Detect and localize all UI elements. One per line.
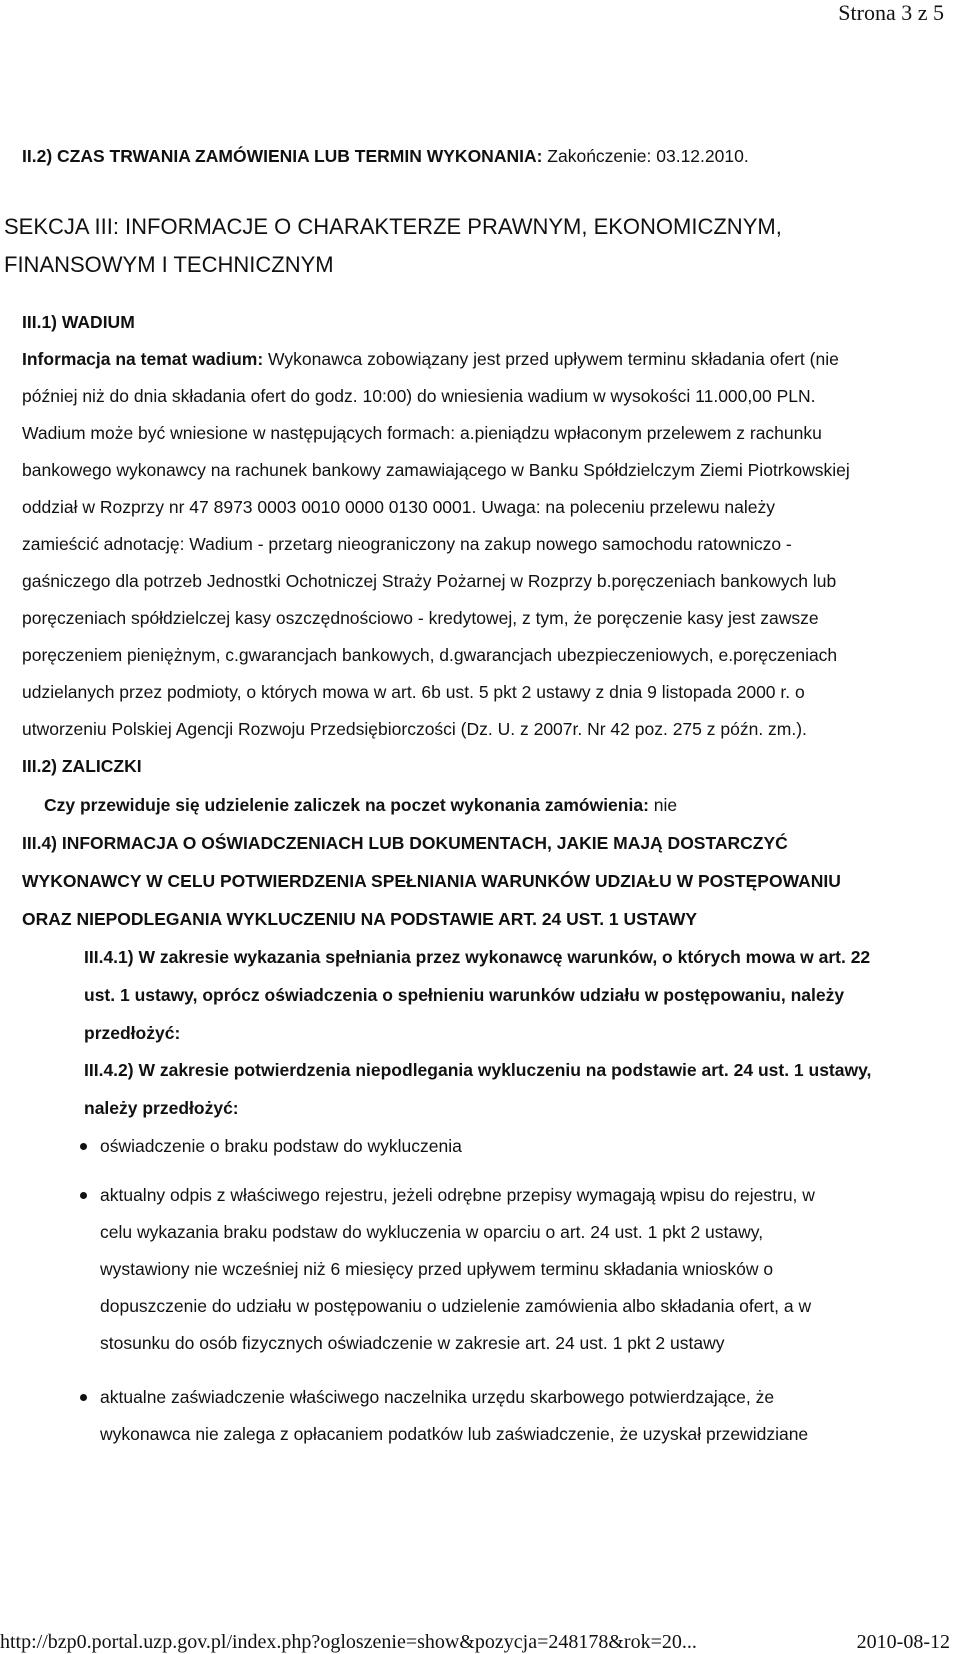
- s34-heading-line-0: III.4) INFORMACJA O OŚWIADCZENIACH LUB DOKUMENTACH, JAKIE MAJĄ DOSTARCZYĆ: [22, 833, 788, 853]
- bullet-2-line-4: stosunku do osób fizycznych oświadczenie w zakresie art. 24 ust. 1 pkt 2 ustawy: [100, 1333, 725, 1353]
- bullet-dot: [80, 1143, 87, 1150]
- s341-line-2: przedłożyć:: [84, 1023, 181, 1043]
- bullet-dot: [80, 1192, 87, 1199]
- zaliczki-question-line: [44, 794, 677, 816]
- section-iii-title-line1: SEKCJA III: INFORMACJE O CHARAKTERZE PRAWNYM, EKONOMICZNYM,: [4, 214, 782, 239]
- bullet-3-line-1: wykonawca nie zalega z opłacaniem podatków lub zaświadczenie, że uzyskał przewidziane: [100, 1424, 809, 1444]
- footer-date: 2010-08-12: [856, 1631, 950, 1653]
- s34-heading-line-2: ORAZ NIEPODLEGANIA WYKLUCZENIU NA PODSTAWIE ART. 24 UST. 1 USTAWY: [22, 909, 698, 929]
- bullet-2-line-1: celu wykazania braku podstaw do wykluczenia w oparciu o art. 24 ust. 1 pkt 2 ustawy,: [100, 1222, 764, 1242]
- section-iii-title-line2: FINANSOWYM I TECHNICZNYM: [4, 252, 334, 277]
- s342-line-0: III.4.2) W zakresie potwierdzenia niepodlegania wykluczeniu na podstawie art. 24 ust. 1 ustawy,: [84, 1060, 872, 1080]
- s34-heading-line-1: WYKONAWCY W CELU POTWIERDZENIA SPEŁNIANIA WARUNKÓW UDZIAŁU W POSTĘPOWANIU: [22, 871, 841, 891]
- bullet-3-line-0: aktualne zaświadczenie właściwego naczelnika urzędu skarbowego potwierdzające, że: [100, 1387, 775, 1407]
- section-ii2-label: II.2) CZAS TRWANIA ZAMÓWIENIA LUB TERMIN WYKONANIA:: [22, 146, 543, 166]
- wadium-line-7: poręczeniach spółdzielczej kasy oszczędnościowo - kredytowej, z tym, że poręczenie kasy jest zawsze: [22, 608, 819, 628]
- wadium-text-0: Wykonawca zobowiązany jest przed upływem terminu składania ofert (nie: [263, 349, 839, 369]
- wadium-line-1: później niż do dnia składania ofert do godz. 10:00) do wniesienia wadium w wysokości 11.000,00 PLN.: [22, 386, 816, 406]
- s341-line-0: III.4.1) W zakresie wykazania spełniania przez wykonawcę warunków, o których mowa w art. 22: [84, 947, 871, 967]
- s342-line-1: należy przedłożyć:: [84, 1098, 239, 1118]
- section-ii2-line: [22, 145, 749, 167]
- wadium-line-0: [22, 348, 839, 370]
- section-ii2-value: Zakończenie: 03.12.2010.: [542, 146, 749, 166]
- s341-line-1: ust. 1 ustawy, oprócz oświadczenia o spełnieniu warunków udziału w postępowaniu, należy: [84, 985, 845, 1005]
- zaliczki-question: Czy przewiduje się udzielenie zaliczek na poczet wykonania zamówienia:: [44, 795, 649, 815]
- bullet-2-line-0: aktualny odpis z właściwego rejestru, jeżeli odrębne przepisy wymagają wpisu do rejestru, w: [100, 1185, 815, 1205]
- bullet-2-line-3: dopuszczenie do udziału w postępowaniu o udzielenie zamówienia albo składania ofert, a w: [100, 1296, 812, 1316]
- page-number-header: Strona 3 z 5: [838, 0, 944, 25]
- wadium-heading: III.1) WADIUM: [22, 312, 135, 332]
- zaliczki-heading: III.2) ZALICZKI: [22, 756, 142, 776]
- wadium-line-2: Wadium może być wniesione w następujących formach: a.pieniądzu wpłaconym przelewem z rachunku: [22, 423, 822, 443]
- wadium-label: Informacja na temat wadium:: [22, 349, 264, 369]
- wadium-line-9: udzielanych przez podmioty, o których mowa w art. 6b ust. 5 pkt 2 ustawy z dnia 9 listopada 2000 r. o: [22, 682, 805, 702]
- wadium-line-6: gaśniczego dla potrzeb Jednostki Ochotniczej Straży Pożarnej w Rozprzy b.poręczeniach bankowych lub: [22, 571, 837, 591]
- wadium-line-10: utworzeniu Polskiej Agencji Rozwoju Przedsiębiorczości (Dz. U. z 2007r. Nr 42 poz. 275 z późn. zm.).: [22, 719, 807, 739]
- bullet-2-line-2: wystawiony nie wcześniej niż 6 miesięcy przed upływem terminu składania wniosków o: [100, 1259, 774, 1279]
- bullet-1-line-0: oświadczenie o braku podstaw do wykluczenia: [100, 1136, 462, 1156]
- bullet-dot: [80, 1394, 87, 1401]
- wadium-line-3: bankowego wykonawcy na rachunek bankowy zamawiającego w Banku Spółdzielczym Ziemi Piotrkowskiej: [22, 460, 850, 480]
- wadium-line-8: poręczeniem pieniężnym, c.gwarancjach bankowych, d.gwarancjach ubezpieczeniowych, e.poręczeniach: [22, 645, 838, 665]
- zaliczki-answer: nie: [648, 795, 678, 815]
- footer-url: http://bzp0.portal.uzp.gov.pl/index.php?ogloszenie=show&pozycja=248178&rok=20...: [0, 1631, 697, 1653]
- wadium-line-4: oddział w Rozprzy nr 47 8973 0003 0010 0000 0130 0001. Uwaga: na poleceniu przelewu należy: [22, 497, 776, 517]
- wadium-line-5: zamieścić adnotację: Wadium - przetarg nieograniczony na zakup nowego samochodu ratowniczo -: [22, 534, 792, 554]
